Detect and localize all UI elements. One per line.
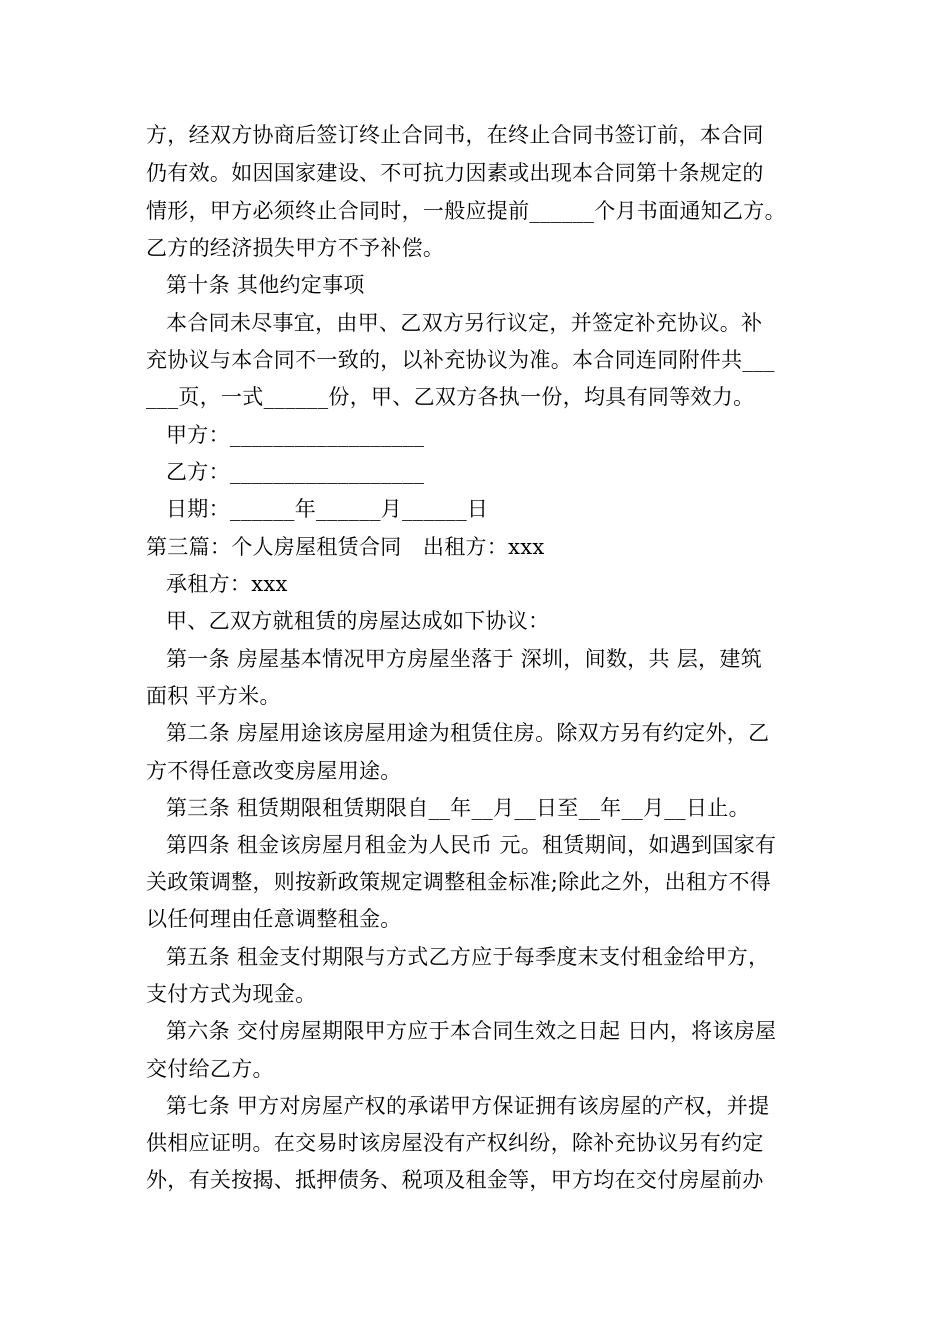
paragraph-line: 承租方：xxx xyxy=(166,572,288,596)
signature-party-a: 甲方：__________________ xyxy=(166,423,425,447)
paragraph-line: 甲、乙双方就租赁的房屋达成如下协议： xyxy=(166,609,550,633)
paragraph-line: 第一条 房屋基本情况甲方房屋坐落于 深圳，间数，共 层，建筑 xyxy=(166,647,763,671)
signature-date: 日期：______年______月______日 xyxy=(166,497,489,521)
signature-party-b: 乙方：__________________ xyxy=(166,460,425,484)
paragraph-line: 第四条 租金该房屋月租金为人民币 元。租赁期间，如遇到国家有 xyxy=(166,833,777,857)
paragraph-line: 第三条 租赁期限租赁期限自__年__月__日至__年__月__日止。 xyxy=(166,796,750,820)
paragraph-line: 充协议与本合同不一致的，以补充协议为准。本合同连同附件共___ xyxy=(146,348,775,372)
paragraph-line: 面积 平方米。 xyxy=(146,684,281,708)
paragraph-line: ___页，一式______份，甲、乙双方各执一份，均具有同等效力。 xyxy=(146,385,755,409)
paragraph-line: 第二条 房屋用途该房屋用途为租赁住房。除双方另有约定外，乙 xyxy=(166,721,770,745)
paragraph-line: 方，经双方协商后签订终止合同书，在终止合同书签订前，本合同 xyxy=(146,123,764,147)
paragraph-line: 仍有效。如因国家建设、不可抗力因素或出现本合同第十条规定的 xyxy=(146,161,764,185)
section-heading: 第十条 其他约定事项 xyxy=(166,273,365,297)
paragraph-line: 支付方式为现金。 xyxy=(146,982,317,1006)
paragraph-line: 关政策调整，则按新政策规定调整租金标准;除此之外，出租方不得 xyxy=(146,870,772,894)
paragraph-line: 乙方的经济损失甲方不予补偿。 xyxy=(146,236,445,260)
paragraph-line: 第六条 交付房屋期限甲方应于本合同生效之日起 日内，将该房屋 xyxy=(166,1019,777,1043)
paragraph-line: 交付给乙方。 xyxy=(146,1057,274,1081)
paragraph-line: 供相应证明。在交易时该房屋没有产权纠纷，除补充协议另有约定 xyxy=(146,1131,764,1155)
paragraph-line: 情形，甲方必须终止合同时，一般应提前______个月书面通知乙方。 xyxy=(146,199,786,223)
paragraph-line: 第五条 租金支付期限与方式乙方应于每季度末支付租金给甲方， xyxy=(166,945,770,969)
paragraph-line: 以任何理由任意调整租金。 xyxy=(146,907,402,931)
paragraph-line: 第七条 甲方对房屋产权的承诺甲方保证拥有该房屋的产权，并提 xyxy=(166,1094,770,1118)
paragraph-line: 本合同未尽事宜，由甲、乙双方另行议定，并签定补充协议。补 xyxy=(166,311,763,335)
paragraph-line: 外，有关按揭、抵押债务、税项及租金等，甲方均在交付房屋前办 xyxy=(146,1168,764,1192)
paragraph-line: 方不得任意改变房屋用途。 xyxy=(146,759,402,783)
chapter-heading: 第三篇：个人房屋租赁合同 出租方：xxx xyxy=(146,535,545,559)
